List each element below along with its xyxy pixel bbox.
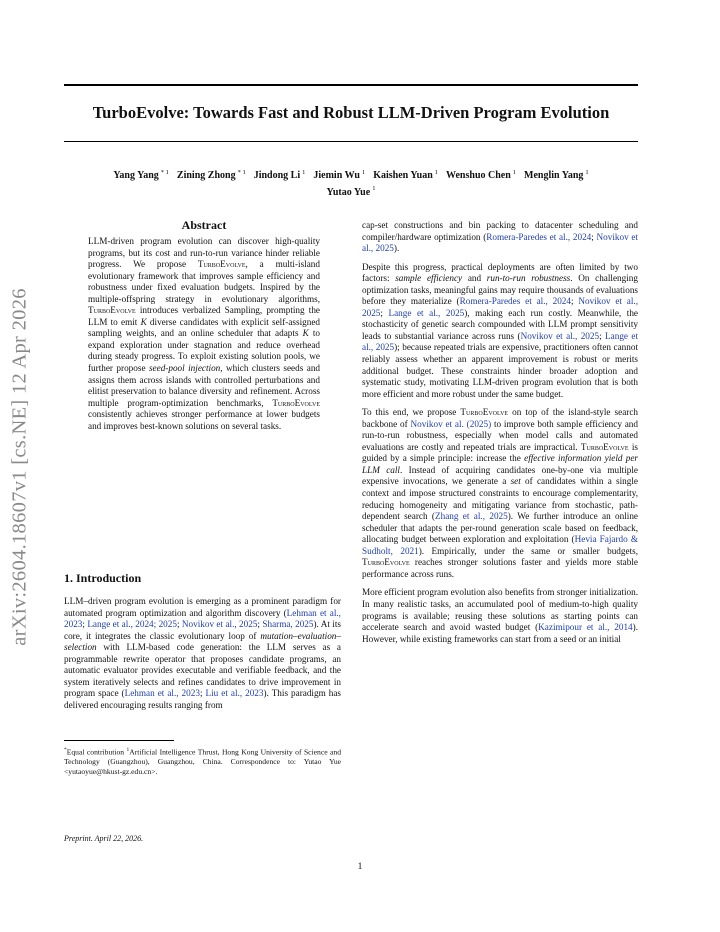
paper-title: TurboEvolve: Towards Fast and Robust LLM-Driven Program Evolution bbox=[92, 103, 610, 122]
emphasis: mutation–evaluation–selection bbox=[64, 630, 341, 653]
text-run: , a multi-island evolutionary framework that improves sample efficiency and robustness under fixed evaluation budgets. Inspired by the multiple-offspring strategy in evolutionary algorithms, bbox=[88, 259, 320, 304]
body-paragraph bbox=[362, 262, 638, 401]
affiliation-mark: 1 bbox=[512, 169, 517, 176]
citation-link[interactable]: Lange et al., 2024; 2025 bbox=[87, 619, 177, 630]
text-run: Despite this progress, practical deployments are often limited by two factors: bbox=[362, 261, 638, 284]
text-run: with LLM-based code generation: the LLM serves as a programmable rewrite operator that proposes candidate programs, an automatic evaluator provides executable and verifiable feedback, and the system iteratively selects and refines candidates to drive improvement in program space ( bbox=[64, 642, 341, 699]
author bbox=[254, 170, 306, 181]
emphasis: effective information yield per LLM call bbox=[362, 453, 638, 475]
citation-link[interactable]: Liu et al., 2023 bbox=[205, 688, 264, 699]
text-run: ; bbox=[82, 619, 88, 630]
author-list bbox=[64, 166, 638, 199]
citation-link[interactable]: Zhang et al., 2025 bbox=[434, 511, 508, 522]
text-run: ; bbox=[199, 688, 206, 699]
text-run: on top of the island-style search backbone of bbox=[362, 407, 638, 429]
affiliation-mark: 1 bbox=[585, 169, 589, 176]
citation-link[interactable]: Novikov et al., 2025 bbox=[362, 231, 639, 254]
author-name: Jindong Li bbox=[253, 170, 301, 182]
text-run: ; bbox=[380, 307, 389, 318]
text-run: Equal contribution bbox=[66, 747, 127, 757]
author bbox=[373, 170, 438, 181]
body-paragraph bbox=[64, 596, 341, 711]
author-name: Kaishen Yuan bbox=[373, 170, 433, 182]
footnote-mark: * bbox=[64, 747, 67, 753]
affiliation-mark: 1 bbox=[361, 169, 366, 176]
text-run: To this end, we propose bbox=[362, 407, 461, 418]
author bbox=[113, 170, 169, 181]
text-run: ). bbox=[393, 243, 400, 254]
author-name: Zining Zhong bbox=[176, 170, 236, 182]
text-run: of candidates within a single context and impose structured constraints to encourage complementarity, reducing homogeneity and mitigating variance from stochastic, path-dependent search ( bbox=[362, 476, 639, 522]
affiliation-mark: 1 bbox=[302, 169, 306, 176]
section-heading-introduction: 1. Introduction bbox=[64, 571, 142, 585]
text-run: LLM–driven program evolution is emerging as a prominent paradigm for automated program optimization and algorithm discovery ( bbox=[64, 596, 341, 618]
emphasis: run-to-run robustness bbox=[486, 273, 571, 284]
text-run: , which clusters seeds and assigns them across islands with controlled perturbations and elitist preservation to balance diversity and refinement. Across multiple program-optimization benchmarks, bbox=[88, 363, 321, 408]
text-run: diverse candidates with explicit self-assigned sampling weights, and an online scheduler that adapts bbox=[88, 316, 320, 339]
text-run: ). At its core, it integrates the classic evolutionary loop of bbox=[64, 619, 341, 641]
text-run: consistently achieves stronger performance at lower budgets and improves best-known solutions on several tasks. bbox=[88, 409, 320, 431]
right-column-body bbox=[362, 220, 638, 652]
emphasis: seed-pool injection bbox=[148, 363, 221, 374]
author-name: Wenshuo Chen bbox=[446, 170, 511, 182]
citation-link[interactable]: Novikov et al., 2025 bbox=[181, 619, 258, 630]
citation-link[interactable]: Lange et al., 2025 bbox=[388, 307, 465, 318]
author bbox=[177, 170, 246, 181]
method-name: TurboEvolve bbox=[362, 557, 410, 568]
abstract-paragraph bbox=[88, 236, 320, 432]
author-name: Yang Yang bbox=[113, 170, 159, 182]
emphasis: set bbox=[510, 476, 521, 487]
affiliation-mark: * 1 bbox=[237, 169, 246, 176]
emphasis: K bbox=[302, 328, 309, 339]
body-paragraph bbox=[362, 220, 638, 255]
text-run: . Instead of acquiring candidates one-by-one via multiple expensive invocations, we generate a bbox=[362, 464, 638, 487]
text-run: ). We further introduce an online scheduler that adapts the per-round generation scale based on feedback, allocating budget between exploration and exploitation ( bbox=[362, 511, 639, 545]
footnote-mark: 1 bbox=[126, 747, 130, 753]
text-run: ). However, while existing frameworks can start from a seed or an initial bbox=[362, 622, 638, 644]
affiliation-mark: * 1 bbox=[160, 169, 169, 176]
text-run: ; bbox=[257, 619, 263, 630]
text-run: More efficient program evolution also benefits from stronger initialization. In many realistic tasks, an accumulated pool of medium-to-high quality programs is available; reusing these solutions as starting points can accelerate search and avoid wasted budget ( bbox=[362, 587, 638, 633]
emphasis: K bbox=[140, 316, 147, 327]
text-run: ); because repeated trials are expensive, practitioners often cannot reliably assess whether an apparent improvement is robust or merits additional budget. These constraints hinder broader adoption and systematic study, motivating LLM-driven program evolution that is both more efficient and more robust under the same budget. bbox=[362, 342, 638, 399]
text-run: ; bbox=[599, 330, 606, 341]
text-run: to expand exploration under stagnation and reduce overhead during steady progress. To exploit existing solution pools, we further propose bbox=[88, 328, 320, 374]
emphasis: sample efficiency bbox=[395, 273, 463, 284]
text-run: ). This paradigm has delivered encouraging results ranging from bbox=[64, 688, 341, 710]
abstract-heading: Abstract bbox=[181, 218, 227, 232]
citation-link[interactable]: Lehman et al., 2023 bbox=[124, 688, 200, 699]
text-run: introduces verbalized Sampling, prompting the LLM to emit bbox=[88, 305, 320, 327]
citation-link[interactable]: Romera-Paredes et al., 2024 bbox=[486, 231, 592, 242]
citation-link[interactable]: Sharma, 2025 bbox=[262, 619, 314, 630]
author-name: Menglin Yang bbox=[524, 170, 584, 182]
page-number: 1 bbox=[357, 862, 363, 872]
method-name: TurboEvolve bbox=[580, 441, 629, 452]
citation-link[interactable]: Romera-Paredes et al., 2024 bbox=[459, 296, 571, 307]
text-run: ), making each run costly. Meanwhile, the stochasticity of genetic search compounded with LLM prompt sensitivity leads to substantial variance across runs ( bbox=[362, 307, 638, 341]
text-run: reaches stronger solutions faster and yields more stable performance across runs. bbox=[362, 557, 638, 579]
citation-link[interactable]: Novikov et al., 2025 bbox=[362, 296, 638, 318]
abstract-body bbox=[88, 236, 320, 439]
body-paragraph bbox=[362, 587, 638, 645]
introduction-body bbox=[64, 596, 341, 718]
citation-link[interactable]: Lehman et al., 2023 bbox=[64, 607, 341, 630]
citation-link[interactable]: Lange et al., 2025 bbox=[362, 330, 638, 353]
text-run: Artificial Intelligence Thrust, Hong Kong University of Science and Technology (Guangzhou), Guangzhou, China. Correspondence to: Yutao Yue <yutaoyue@hkust-gz.edu.cn>. bbox=[64, 747, 341, 776]
preprint-note: Preprint. April 22, 2026. bbox=[64, 834, 144, 843]
method-name: TurboEvolve bbox=[88, 305, 136, 316]
text-run: . On challenging optimization tasks, meaningful gains may require thousands of evaluations before they materialize ( bbox=[362, 273, 638, 307]
body-paragraph bbox=[362, 407, 638, 580]
author bbox=[446, 170, 516, 181]
method-name: TurboEvolve bbox=[197, 259, 246, 270]
affiliation-mark: 1 bbox=[434, 169, 439, 176]
affiliation-mark: 1 bbox=[372, 185, 376, 193]
author bbox=[327, 187, 376, 198]
method-name: TurboEvolve bbox=[460, 407, 509, 418]
text-run: and bbox=[462, 273, 487, 284]
author-name: Yutao Yue bbox=[326, 186, 371, 198]
text-run: is guided by a simple principle: increase the bbox=[362, 441, 638, 464]
text-run: cap-set constructions and bin packing to datacenter scheduling and compiler/hardware optimization ( bbox=[362, 220, 638, 242]
author-line-1 bbox=[64, 166, 638, 182]
text-run: LLM-driven program evolution can discover high-quality programs, but its cost and run-to-run variance hinder reliable progress. We propose bbox=[88, 236, 320, 270]
text-run: to improve both sample efficiency and run-to-run robustness, especially when model calls and automated evaluations are costly and repeated trials are impractical. bbox=[362, 418, 638, 452]
citation-link[interactable]: Novikov et al., 2025 bbox=[520, 330, 600, 341]
text-run: ; bbox=[176, 619, 182, 630]
citation-link[interactable]: Kazimipour et al., 2014 bbox=[538, 622, 633, 633]
arxiv-identifier: arXiv:2604.18607v1 [cs.NE] 12 Apr 2026 bbox=[8, 288, 31, 646]
text-run: ). Empirically, under the same or smaller budgets, bbox=[418, 545, 638, 556]
footnote bbox=[64, 746, 341, 776]
author bbox=[524, 170, 589, 181]
citation-link[interactable]: Novikov et al. (2025) bbox=[410, 418, 492, 429]
title-rule-top bbox=[64, 84, 638, 86]
author-line-2 bbox=[64, 182, 638, 198]
text-run: ; bbox=[570, 296, 579, 307]
author bbox=[313, 170, 365, 181]
method-name: TurboEvolve bbox=[272, 397, 320, 408]
arxiv-sidebar bbox=[5, 262, 35, 672]
author-name: Jiemin Wu bbox=[313, 170, 360, 182]
citation-link[interactable]: Hevia Fajardo & Sudholt, 2021 bbox=[362, 534, 638, 556]
title-rule-bottom bbox=[64, 141, 638, 142]
footnote-rule bbox=[64, 740, 174, 741]
text-run: ; bbox=[591, 231, 597, 242]
